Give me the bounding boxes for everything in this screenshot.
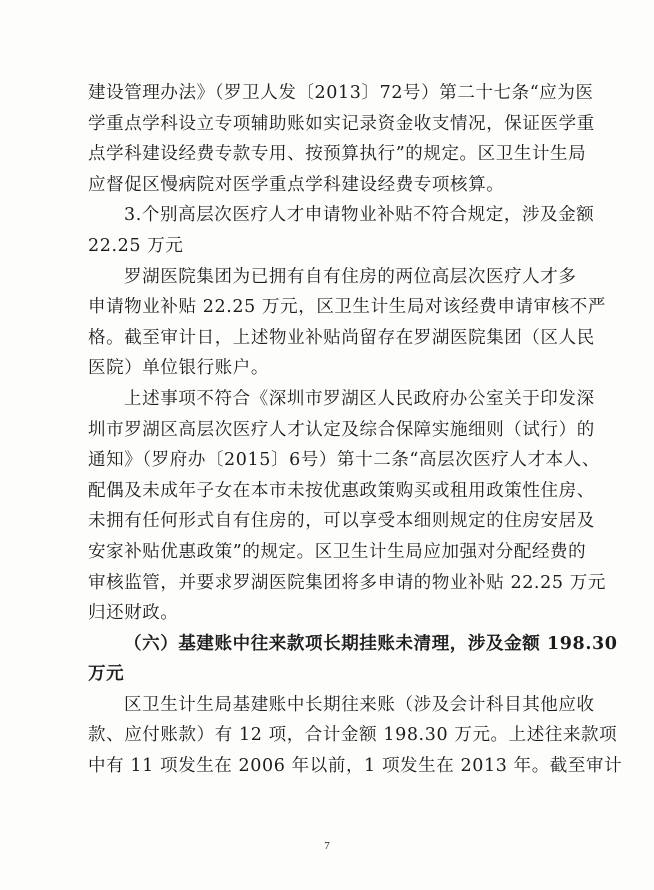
text-line: 配偶及未成年子女在本市未按优惠政策购买或租用政策性住房、 bbox=[88, 480, 595, 501]
text-line: 建设管理办法》（罗卫人发〔2013〕72号）第二十七条“应为医 bbox=[88, 83, 594, 103]
document-body bbox=[88, 78, 623, 782]
paragraph-start-line: 罗湖医院集团为已拥有自有住房的两位高层次医疗人才多 bbox=[124, 266, 577, 287]
text-line: 款、应付账款）有 12 项，合计金额 198.30 万元。上述往来款项 bbox=[88, 725, 618, 746]
text-line: 申请物业补贴 22.25 万元，区卫生计生局对该经费申请审核不严 bbox=[88, 297, 606, 318]
text-line: 学重点学科设立专项辅助账如实记录资金收支情况，保证医学重 bbox=[88, 113, 595, 134]
text-line: 未拥有任何形式自有住房的，可以享受本细则规定的住房安居及 bbox=[88, 511, 595, 532]
paragraph-start-line: 上述事项不符合《深圳市罗湖区人民政府办公室关于印发深 bbox=[124, 388, 595, 409]
text-line: 通知》（罗府办〔2015〕6号）第十二条“高层次医疗人才本人、 bbox=[88, 450, 600, 471]
text-line: 医院）单位银行账户。 bbox=[88, 358, 269, 379]
text-line: 应督促区慢病院对医学重点学科建设经费专项核算。 bbox=[88, 174, 505, 195]
text-line: 归还财政。 bbox=[88, 603, 179, 624]
page-number: 7 bbox=[324, 840, 330, 852]
subheading-line: 3.个别高层次医疗人才申请物业补贴不符合规定，涉及金额 bbox=[124, 205, 595, 226]
section-heading-line: （六）基建账中往来款项长期挂账未清理，涉及金额 198.30 bbox=[124, 633, 618, 654]
section-heading-line: 万元 bbox=[88, 664, 125, 685]
text-line: 中有 11 项发生在 2006 年以前，1 项发生在 2013 年。截至审计 bbox=[88, 756, 623, 777]
paragraph-start-line: 区卫生计生局基建账中长期往来账（涉及会计科目其他应收 bbox=[124, 694, 595, 715]
text-line: 审核监管，并要求罗湖医院集团将多申请的物业补贴 22.25 万元 bbox=[88, 572, 606, 593]
text-line: 圳市罗湖区高层次医疗人才认定及综合保障实施细则（试行）的 bbox=[88, 419, 595, 440]
text-line: 格。截至审计日，上述物业补贴尚留存在罗湖医院集团（区人民 bbox=[88, 327, 595, 348]
text-line: 安家补贴优惠政策”的规定。区卫生计生局应加强对分配经费的 bbox=[88, 541, 587, 562]
subheading-line: 22.25 万元 bbox=[88, 235, 184, 256]
text-line: 点学科建设经费专款专用、按预算执行”的规定。区卫生计生局 bbox=[88, 144, 587, 165]
